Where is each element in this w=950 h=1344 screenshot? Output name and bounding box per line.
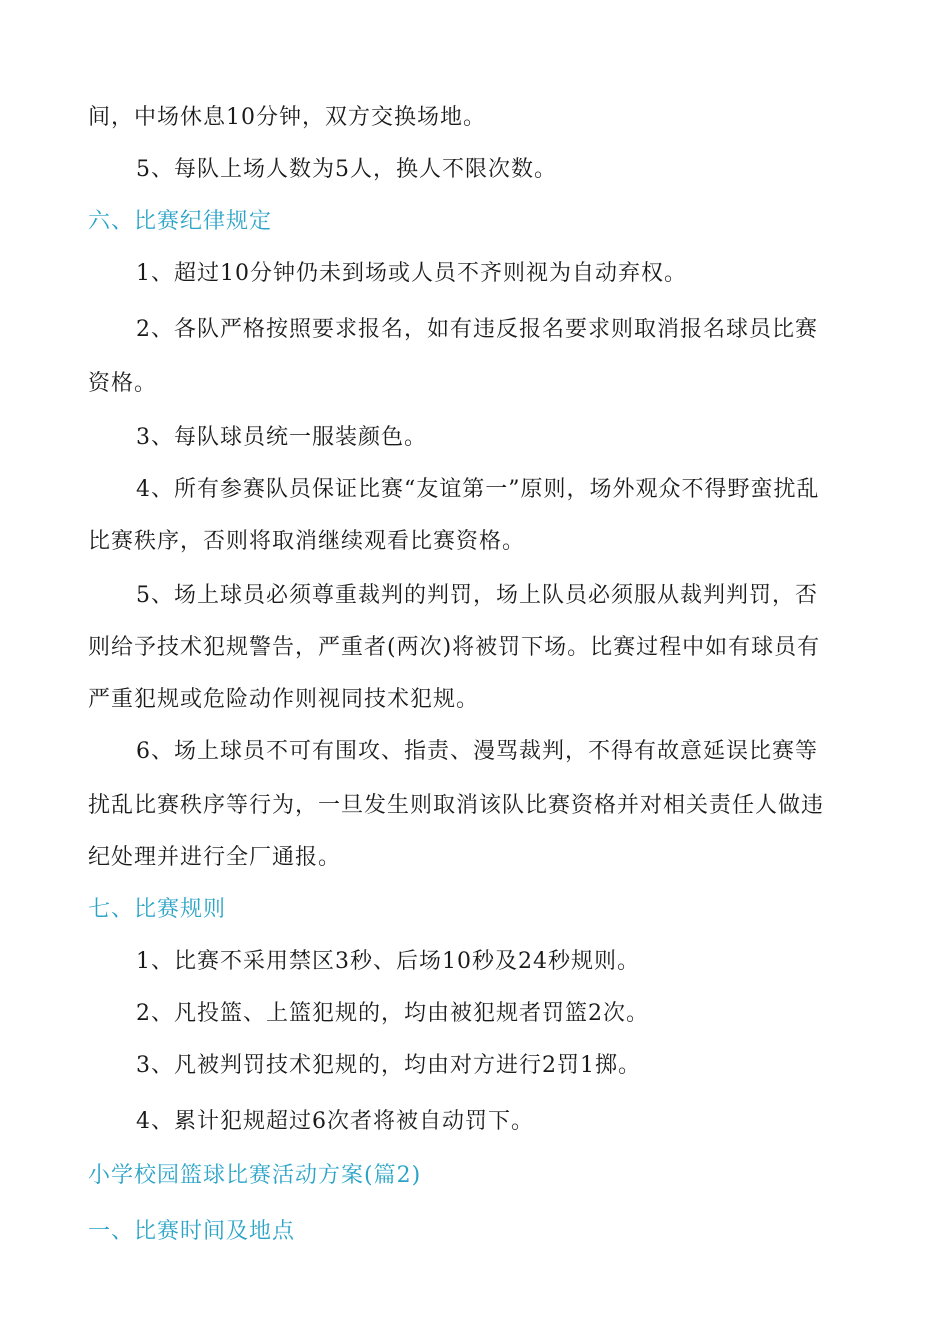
rule-item: 3、每队球员统一服装颜色。 bbox=[136, 425, 427, 450]
rule-item: 5、场上球员必须尊重裁判的判罚，场上队员必须服从裁判判罚，否 bbox=[136, 583, 818, 608]
rule-item-continuation: 扰乱比赛秩序等行为，一旦发生则取消该队比赛资格并对相关责任人做违 bbox=[88, 793, 825, 818]
section-heading: 七、比赛规则 bbox=[88, 897, 227, 922]
document-subtitle: 小学校园篮球比赛活动方案(篇2) bbox=[88, 1163, 422, 1188]
rule-item-continuation: 纪处理并进行全厂通报。 bbox=[88, 845, 342, 870]
rule-item: 1、比赛不采用禁区3秒、后场10秒及24秒规则。 bbox=[136, 949, 640, 974]
rule-item-continuation: 则给予技术犯规警告，严重者(两次)将被罚下场。比赛过程中如有球员有 bbox=[88, 635, 821, 660]
rule-item-continuation: 比赛秩序，否则将取消继续观看比赛资格。 bbox=[88, 529, 526, 554]
rule-item: 4、所有参赛队员保证比赛“友谊第一”原则，场外观众不得野蛮扰乱 bbox=[136, 477, 820, 502]
rule-item: 4、累计犯规超过6次者将被自动罚下。 bbox=[136, 1109, 534, 1134]
rule-item: 1、超过10分钟仍未到场或人员不齐则视为自动弃权。 bbox=[136, 261, 687, 286]
rule-item: 2、各队严格按照要求报名，如有违反报名要求则取消报名球员比赛 bbox=[136, 317, 818, 342]
rule-item-continuation: 资格。 bbox=[88, 371, 158, 396]
rule-item: 3、凡被判罚技术犯规的，均由对方进行2罚1掷。 bbox=[136, 1053, 641, 1078]
rule-item: 2、凡投篮、上篮犯规的，均由被犯规者罚篮2次。 bbox=[136, 1001, 649, 1026]
rule-item: 6、场上球员不可有围攻、指责、漫骂裁判，不得有故意延误比赛等 bbox=[136, 739, 818, 764]
section-heading: 一、比赛时间及地点 bbox=[88, 1219, 296, 1244]
rule-item-continuation: 严重犯规或危险动作则视同技术犯规。 bbox=[88, 687, 480, 712]
section-heading: 六、比赛纪律规定 bbox=[88, 209, 273, 234]
rule-item: 5、每队上场人数为5人，换人不限次数。 bbox=[136, 157, 557, 182]
paragraph-line: 间，中场休息10分钟，双方交换场地。 bbox=[88, 105, 486, 130]
